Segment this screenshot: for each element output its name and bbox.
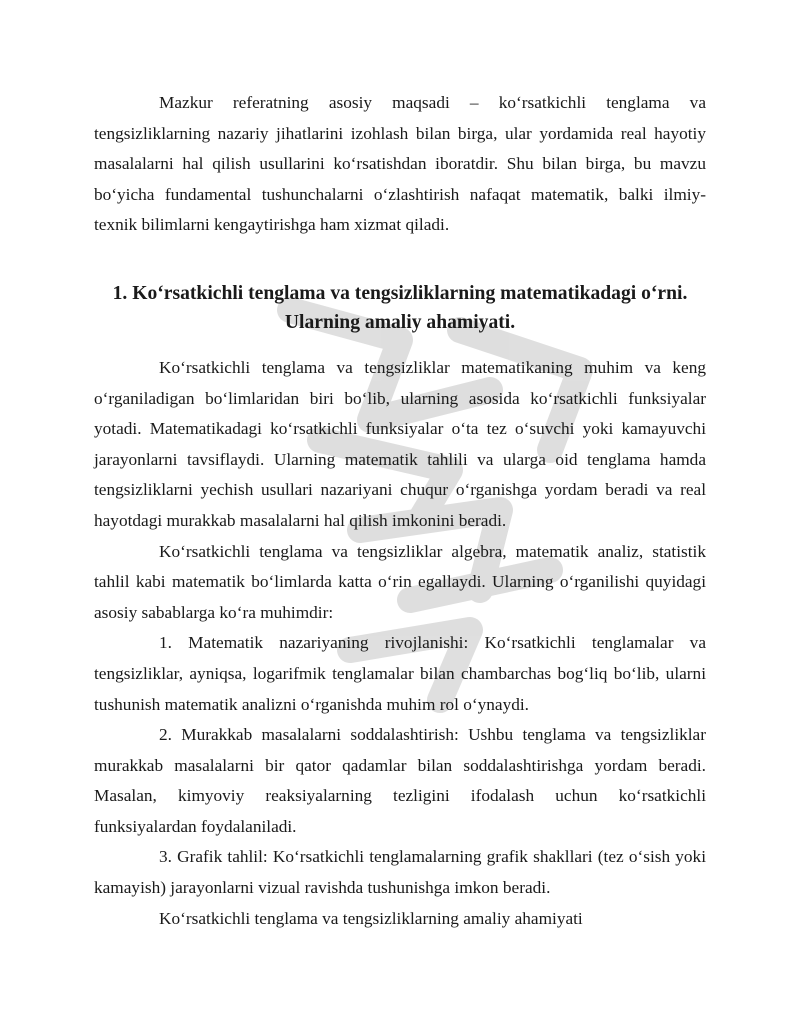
body-paragraph: Ko‘rsatkichli tenglama va tengsizliklar matematikaning muhim va keng o‘rganiladigan bo‘limlaridan biri bo‘lib, ularning asosida ko‘rsatkichli funksiyalar yotadi. Matematikadagi ko‘rsatkichli funksiyalar o‘ta tez o‘suvchi yoki kamayuvchi jarayonlarni tavsiflaydi. Ularning matematik tahlili va ularga oid tenglama hamda tengsizliklarni yechish usullari nazariyani chuqur o‘rganishga yordam beradi va real hayotdagi murakkab masalalarni hal qilish imkonini beradi. [94,357,706,530]
section-heading: 1. Ko‘rsatkichli tenglama va tengsizliklarning matematikadagi o‘rni. Ularning amaliy ahamiyati. [112,282,688,333]
list-item: 1. Matematik nazariyaning rivojlanishi: Ko‘rsatkichli tenglamalar va tengsizliklar, ayniqsa, logarifmik tenglamalar bilan chambarchas bog‘liq bo‘lib, ularni tushunish matematik analizni o‘rganishda muhim rol o‘ynaydi. [94,633,706,714]
intro-paragraph: Mazkur referatning asosiy maqsadi – ko‘rsatkichli tenglama va tengsizliklarning nazariy jihatlarini izohlash bilan birga, ular yordamida real hayotiy masalalarni hal qilish usullarini ko‘rsatishdan iboratdir. Shu bilan birga, bu mavzu bo‘yicha fundamental tushunchalarni o‘zlashtirish nafaqat matematik, balki ilmiy-texnik bilimlarni kengaytirishga ham xizmat qiladi. [94,93,706,235]
subsection-lead: Ko‘rsatkichli tenglama va tengsizliklarning amaliy ahamiyati [159,908,583,928]
body-paragraph: Ko‘rsatkichli tenglama va tengsizliklar algebra, matematik analiz, statistik tahlil kabi matematik bo‘limlarda katta o‘rin egallaydi. Ularning o‘rganilishi quyidagi asosiy sabablarga ko‘ra muhimdir: [94,541,706,622]
list-item: 2. Murakkab masalalarni soddalashtirish: Ushbu tenglama va tengsizliklar murakkab masalalarni bir qator qadamlar bilan soddalashtirishga yordam beradi. Masalan, kimyoviy reaksiyalarning tezligini ifodalash uchun ko‘rsatkichli funksiyalardan foydalaniladi. [94,725,706,836]
list-item: 3. Grafik tahlil: Ko‘rsatkichli tenglamalarning grafik shakllari (tez o‘sish yoki kamayish) jarayonlarni vizual ravishda tushunishga imkon beradi. [94,847,706,898]
document-page [94,88,706,934]
